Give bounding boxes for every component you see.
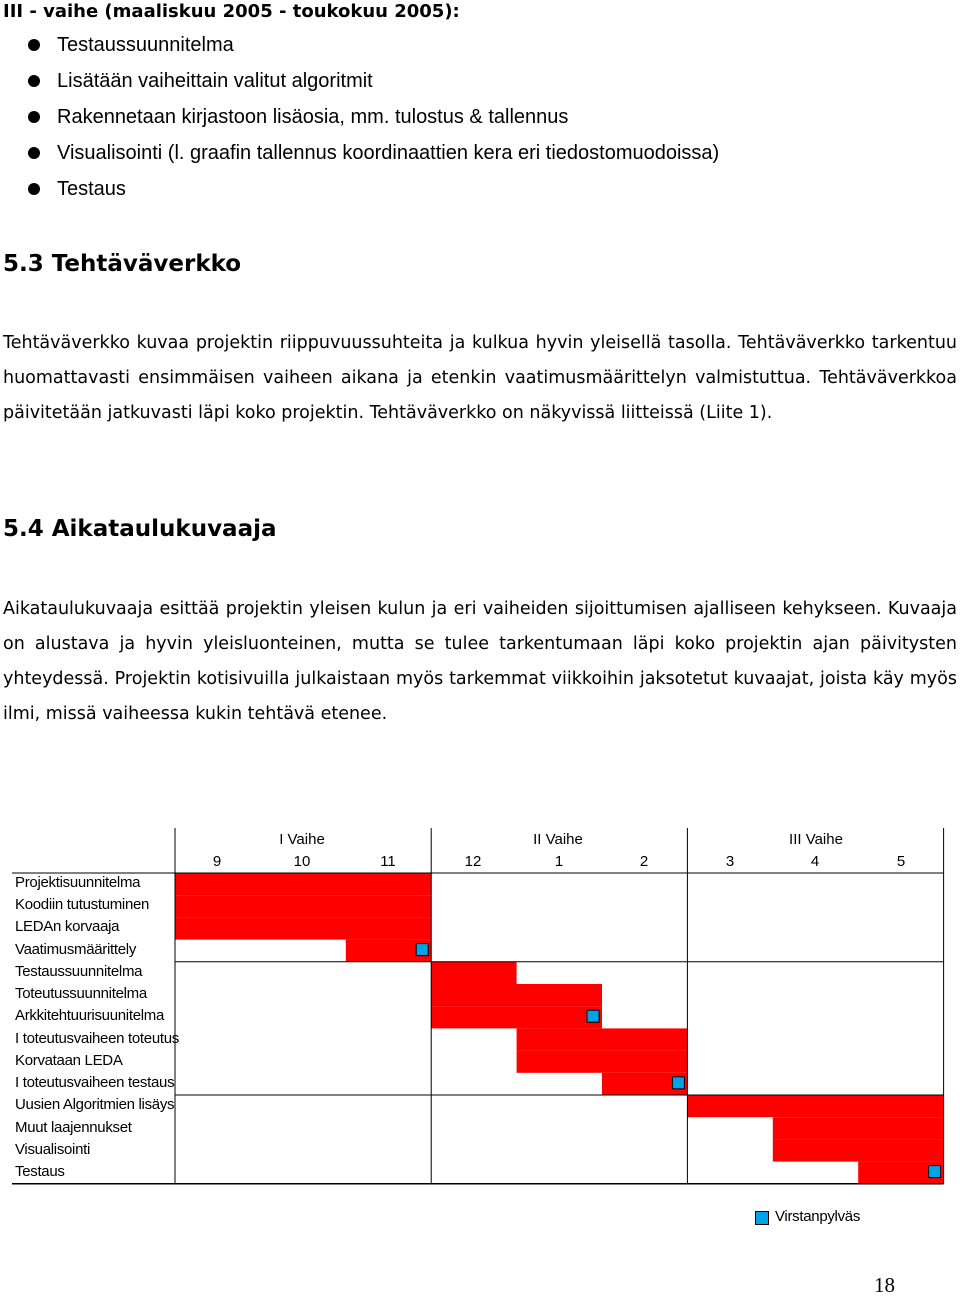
milestone-marker: [929, 1166, 941, 1178]
month-label: 3: [725, 853, 735, 870]
gantt-bar: [517, 1051, 688, 1073]
phase-label: II Vaihe: [533, 831, 583, 848]
gantt-bar: [687, 1095, 943, 1117]
month-label: 4: [810, 853, 820, 870]
gantt-bar: [431, 1006, 602, 1028]
task-label: I toteutusvaiheen testaus: [15, 1074, 175, 1091]
task-label: LEDAn korvaaja: [15, 918, 120, 935]
milestone-marker: [587, 1010, 599, 1022]
bullet-icon: [28, 183, 40, 195]
task-label: Koodiin tutustuminen: [15, 896, 150, 913]
task-label: Visualisointi: [15, 1141, 91, 1158]
milestone-marker: [672, 1077, 684, 1089]
milestone-marker: [416, 944, 428, 956]
month-label: 5: [896, 853, 906, 870]
gantt-bar: [431, 962, 516, 984]
task-label: I toteutusvaiheen toteutus: [15, 1030, 179, 1047]
bullet-icon: [28, 147, 40, 159]
month-label: 11: [380, 853, 396, 870]
gantt-chart: [0, 820, 960, 1240]
phase3-heading: III - vaihe (maaliskuu 2005 - toukokuu 2005):: [3, 1, 460, 22]
section-53-paragraph: Tehtäväverkko kuvaa projektin riippuvuussuhteita ja kulkua hyvin yleisellä tasolla. Tehtäväverkko tarkentuu huomattavasti ensimmäisen vaiheen aikana ja etenkin vaatimusmäärittelyn valmistuttua. Tehtäväverkkoa päivitetään jatkuvasti läpi koko projektin. Tehtäväverkko on näkyvissä liitteissä (Liite 1).: [3, 333, 957, 423]
task-label: Projektisuunnitelma: [15, 874, 141, 891]
gantt-bar: [773, 1117, 944, 1139]
month-label: 1: [554, 853, 564, 870]
legend-label: Virstanpylväs: [775, 1208, 861, 1225]
bullet-icon: [28, 111, 40, 123]
page-number: 18: [874, 1273, 895, 1297]
month-label: 12: [464, 853, 482, 870]
phase-label: I Vaihe: [279, 831, 325, 848]
section-54-title: 5.4 Aikataulukuvaaja: [3, 516, 277, 542]
month-label: 9: [212, 853, 222, 870]
bullet-icon: [28, 75, 40, 87]
month-label: 10: [293, 853, 311, 870]
gantt-bar: [175, 917, 431, 939]
gantt-bar: [517, 1028, 688, 1050]
legend-milestone-icon: [755, 1211, 769, 1225]
gantt-bar: [773, 1139, 944, 1161]
phase-label: III Vaihe: [789, 831, 843, 848]
task-label: Muut laajennukset: [15, 1119, 132, 1136]
task-label: Toteutussuunnitelma: [15, 985, 147, 1002]
gantt-bar: [431, 984, 602, 1006]
gantt-bar: [175, 873, 431, 895]
task-label: Testaus: [15, 1163, 65, 1180]
section-54-paragraph: Aikataulukuvaaja esittää projektin yleisen kulun ja eri vaiheiden sijoittumisen ajalliseen kehykseen. Kuvaaja on alustava ja hyvin yleisluonteinen, mutta se tulee tarkentumaan läpi koko projektin ajan päivitysten yhteydessä. Projektin kotisivuilla julkaistaan myös tarkemmat viikkoihin jaksotetut kuvaajat, joista käy myös ilmi, missä vaiheessa kukin tehtävä etenee.: [3, 599, 957, 724]
section-53-title: 5.3 Tehtäväverkko: [3, 251, 242, 277]
task-label: Arkkitehtuurisuunitelma: [15, 1007, 165, 1024]
bullet-icon: [28, 39, 40, 51]
task-label: Vaatimusmäärittely: [15, 941, 137, 958]
task-label: Korvataan LEDA: [15, 1052, 123, 1069]
gantt-bar: [175, 895, 431, 917]
month-label: 2: [639, 853, 649, 870]
task-label: Testaussuunnitelma: [15, 963, 143, 980]
task-label: Uusien Algoritmien lisäys: [15, 1096, 175, 1113]
